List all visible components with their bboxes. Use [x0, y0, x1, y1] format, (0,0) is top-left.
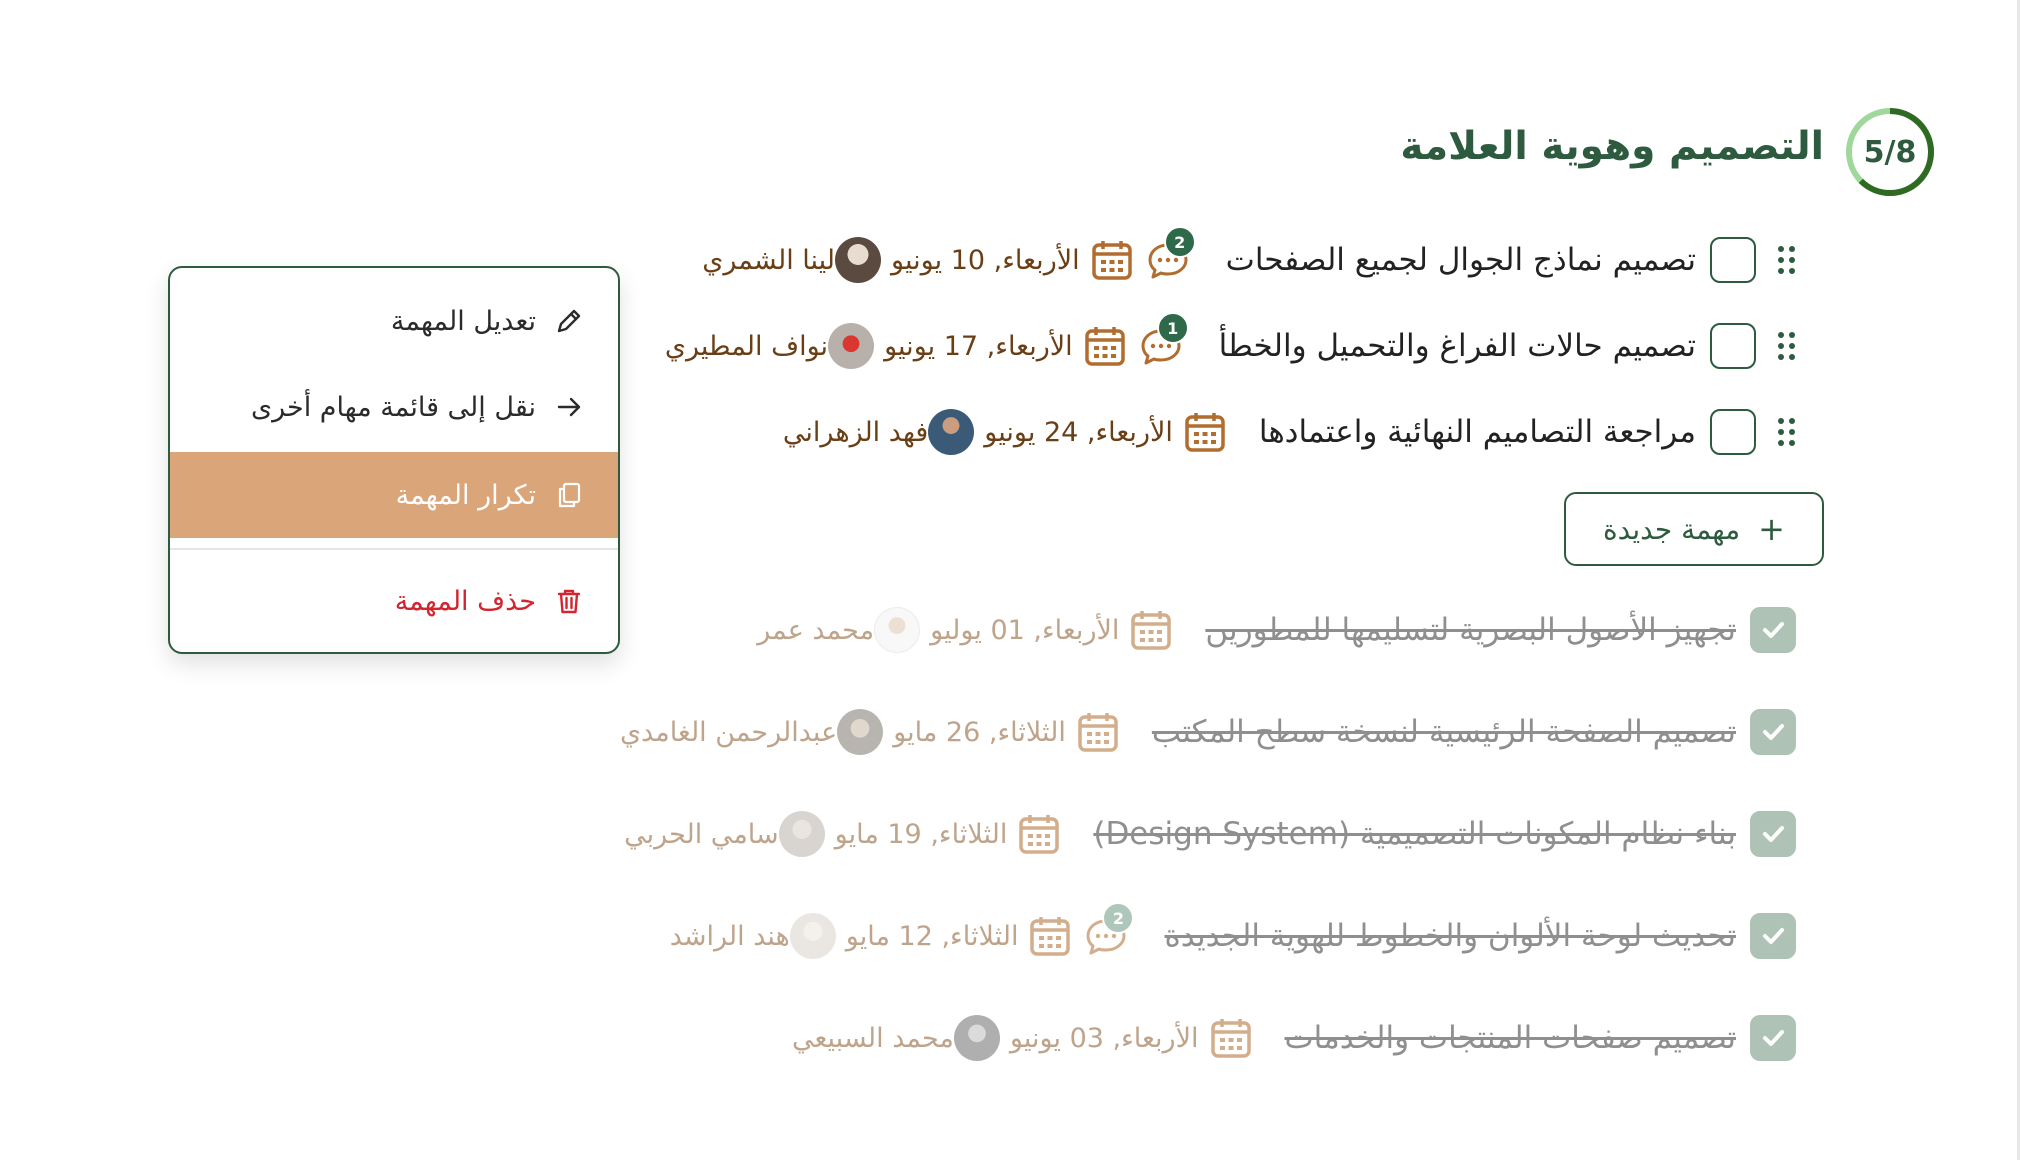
task-checkbox[interactable] — [1710, 237, 1756, 283]
assignee-name[interactable]: محمد السبيعي — [792, 1022, 954, 1054]
comment-icon[interactable] — [1084, 908, 1128, 956]
menu-item-duplicate-task[interactable] — [170, 452, 618, 538]
task-context-menu — [168, 266, 620, 654]
menu-item-edit-task[interactable] — [170, 278, 618, 364]
check-icon — [1759, 922, 1787, 950]
due-date[interactable]: الأربعاء, 17 يونيو — [884, 330, 1073, 362]
completed-task-row[interactable] — [757, 600, 1796, 660]
menu-item-delete-task[interactable] — [170, 558, 618, 644]
assignee-name[interactable]: نواف المطيري — [664, 330, 829, 362]
assignee-name[interactable]: فهد الزهراني — [782, 416, 929, 448]
comment-count-badge: 2 — [1164, 226, 1196, 258]
due-date[interactable]: الثلاثاء, 19 مايو — [834, 818, 1008, 850]
task-title[interactable]: بناء نظام المكونات التصميمية (Design System) — [1093, 816, 1736, 852]
due-date[interactable]: الأربعاء, 01 يوليو — [930, 614, 1120, 646]
due-date[interactable]: الثلاثاء, 26 مايو — [893, 716, 1066, 748]
calendar-icon[interactable] — [1209, 1016, 1253, 1060]
completed-task-row[interactable] — [620, 702, 1796, 762]
avatar — [928, 409, 974, 455]
assignee-name[interactable]: محمد عمر — [757, 614, 875, 646]
avatar — [828, 323, 874, 369]
comment-icon[interactable] — [1139, 318, 1183, 366]
comment-icon[interactable] — [1146, 232, 1190, 280]
menu-item-label: تكرار المهمة — [395, 479, 536, 511]
pencil-icon — [554, 306, 584, 336]
task-checkbox-checked[interactable] — [1750, 607, 1796, 653]
completed-task-row[interactable] — [670, 906, 1796, 966]
calendar-icon[interactable] — [1090, 238, 1134, 282]
task-checkbox[interactable] — [1710, 323, 1756, 369]
avatar — [954, 1015, 1000, 1061]
task-checkbox-checked[interactable] — [1750, 811, 1796, 857]
drag-handle-icon[interactable] — [1778, 416, 1796, 448]
menu-item-label: تعديل المهمة — [390, 305, 536, 337]
task-title[interactable]: مراجعة التصاميم النهائية واعتمادها — [1258, 414, 1696, 450]
avatar — [790, 913, 836, 959]
task-row[interactable] — [665, 316, 1796, 376]
drag-handle-icon[interactable] — [1778, 330, 1796, 362]
avatar — [837, 709, 883, 755]
plus-icon: + — [1758, 510, 1785, 548]
task-checkbox-checked[interactable] — [1750, 913, 1796, 959]
task-checkbox-checked[interactable] — [1750, 709, 1796, 755]
assignee-name[interactable]: عبدالرحمن الغامدي — [619, 716, 838, 748]
task-title[interactable]: تجهيز الأصول البصرية لتسليمها للمطورين — [1205, 612, 1736, 648]
avatar — [779, 811, 825, 857]
calendar-icon[interactable] — [1017, 812, 1061, 856]
due-date[interactable]: الأربعاء, 10 يونيو — [891, 244, 1080, 276]
menu-divider — [170, 548, 618, 550]
task-checkbox[interactable] — [1710, 409, 1756, 455]
task-checkbox-checked[interactable] — [1750, 1015, 1796, 1061]
due-date[interactable]: الأربعاء, 24 يونيو — [984, 416, 1173, 448]
assignee-name[interactable]: هند الراشد — [669, 920, 790, 952]
menu-item-label: نقل إلى قائمة مهام أخرى — [251, 391, 536, 423]
check-icon — [1759, 616, 1787, 644]
check-icon — [1759, 718, 1787, 746]
task-row[interactable] — [783, 402, 1796, 462]
calendar-icon[interactable] — [1028, 914, 1072, 958]
menu-item-move-task[interactable] — [170, 364, 618, 450]
arrow-right-icon — [554, 392, 584, 422]
menu-item-label: حذف المهمة — [394, 585, 536, 617]
progress-count: 5/8 — [1863, 134, 1917, 170]
calendar-icon[interactable] — [1083, 324, 1127, 368]
avatar — [835, 237, 881, 283]
completed-task-row[interactable] — [792, 1008, 1796, 1068]
calendar-icon[interactable] — [1129, 608, 1173, 652]
drag-handle-icon[interactable] — [1778, 244, 1796, 276]
due-date[interactable]: الثلاثاء, 12 مايو — [845, 920, 1019, 952]
trash-icon — [554, 586, 584, 616]
task-title[interactable]: تصميم الصفحة الرئيسية لنسخة سطح المكتب — [1151, 714, 1736, 750]
comment-count-badge: 2 — [1102, 902, 1134, 934]
assignee-name[interactable]: سامي الحربي — [624, 818, 779, 850]
copy-icon — [554, 480, 584, 510]
calendar-icon[interactable] — [1183, 410, 1227, 454]
calendar-icon[interactable] — [1076, 710, 1120, 754]
comment-count-badge: 1 — [1157, 312, 1189, 344]
due-date[interactable]: الأربعاء, 03 يونيو — [1009, 1022, 1199, 1054]
assignee-name[interactable]: لينا الشمري — [702, 244, 836, 276]
task-title[interactable]: تصميم حالات الفراغ والتحميل والخطأ — [1218, 328, 1696, 364]
task-row[interactable] — [702, 230, 1796, 290]
section-title: التصميم وهوية العلامة — [1400, 124, 1824, 169]
task-title[interactable]: تصميم صفحات المنتجات والخدمات — [1284, 1020, 1736, 1056]
task-title[interactable]: تصميم نماذج الجوال لجميع الصفحات — [1225, 242, 1696, 278]
check-icon — [1759, 820, 1787, 848]
task-title[interactable]: تحديث لوحة الألوان والخطوط للهوية الجديدة — [1164, 918, 1736, 954]
check-icon — [1759, 1024, 1787, 1052]
avatar — [874, 607, 920, 653]
completed-task-row[interactable] — [624, 804, 1796, 864]
new-task-button[interactable] — [1564, 492, 1824, 566]
new-task-label: مهمة جديدة — [1603, 512, 1741, 546]
